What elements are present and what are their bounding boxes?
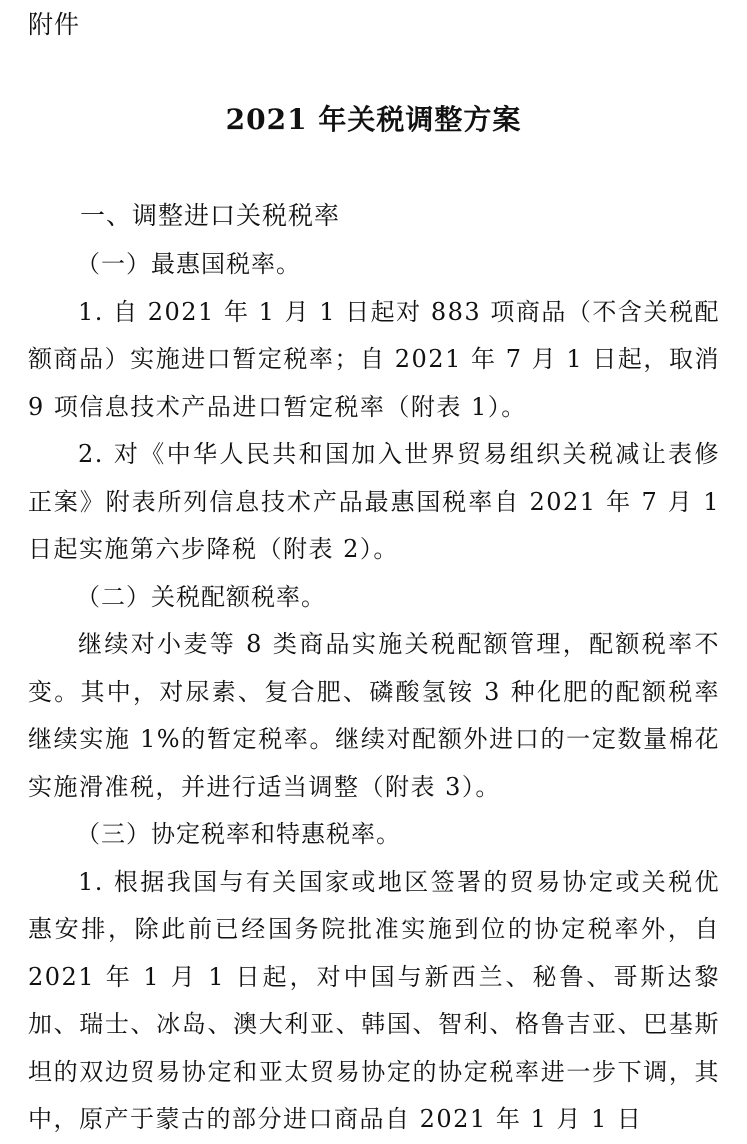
section-heading-adjust-import-tariff: 一、调整进口关税税率 bbox=[80, 201, 341, 230]
subsection-heading-quota: （二）关税配额税率。 bbox=[76, 582, 326, 611]
document-body bbox=[28, 194, 720, 1144]
document-title: 2021 年关税调整方案 bbox=[225, 103, 522, 136]
paragraph-mfn-1: 1. 自 2021 年 1 月 1 日起对 883 项商品（不含关税配额商品）实施进口暂定税率；自 2021 年 7 月 1 日起，取消 9 项信息技术产品进口暂定税率（附表 1）。 bbox=[28, 297, 720, 421]
paragraph-quota-1: 继续对小麦等 8 类商品实施关税配额管理，配额税率不变。其中，对尿素、复合肥、磷酸氢铵 3 种化肥的配额税率继续实施 1%的暂定税率。继续对配额外进口的一定数量棉花实施滑准税，并进行适当调整（附表 3）。 bbox=[28, 630, 720, 801]
subsection-heading-agreement: （三）协定税率和特惠税率。 bbox=[76, 820, 401, 848]
subsection-heading-mfn: （一）最惠国税率。 bbox=[76, 250, 301, 278]
paragraph-agreement-1: 1. 根据我国与有关国家或地区签署的贸易协定或关税优惠安排，除此前已经国务院批准实施到位的协定税率外，自 2021 年 1 月 1 日起，对中国与新西兰、秘鲁、哥斯达黎加、瑞士、冰岛、澳大利亚、韩国、智利、格鲁吉亚、巴基斯坦的双边贸易协定和亚太贸易协定的协定税率进一步下调，其中，原产于蒙古的部分进口商品自 2021 年 1 月 1 日 bbox=[28, 867, 720, 1133]
paragraph-mfn-2: 2. 对《中华人民共和国加入世界贸易组织关税减让表修正案》附表所列信息技术产品最惠国税率自 2021 年 7 月 1 日起实施第六步降税（附表 2）。 bbox=[28, 440, 720, 563]
attachment-label: 附件 bbox=[28, 10, 81, 39]
